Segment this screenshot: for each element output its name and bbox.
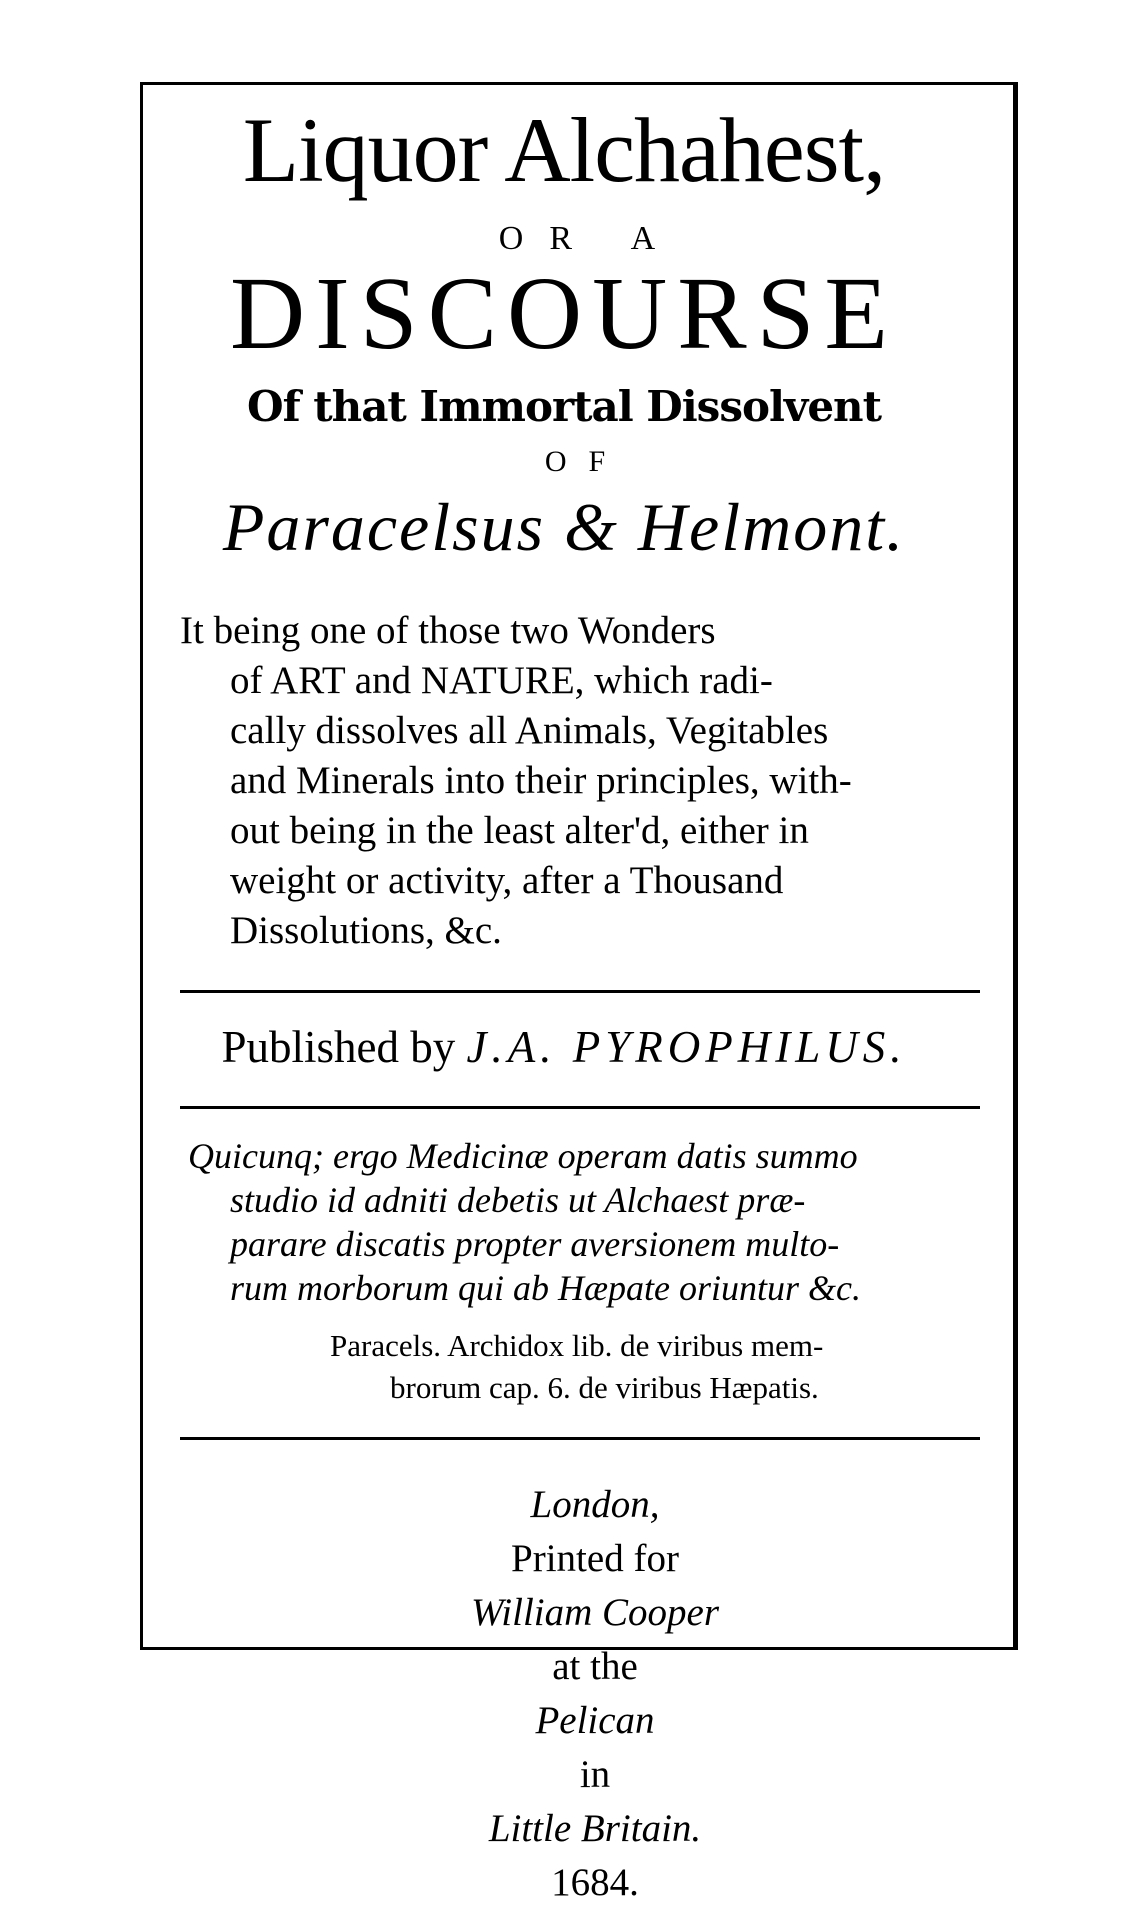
imprint-sign: Pelican bbox=[535, 1699, 655, 1742]
divider-rule bbox=[180, 1106, 980, 1109]
latin-quote bbox=[188, 1134, 988, 1310]
source-line: Paracels. Archidox lib. de viribus mem- bbox=[330, 1328, 824, 1363]
quote-line: rum morborum qui ab Hæpate oriuntur &c. bbox=[230, 1268, 862, 1308]
description-line: cally dissolves all Animals, Vegitables bbox=[230, 709, 829, 752]
quote-line: parare discatis propter aversionem multo- bbox=[230, 1224, 840, 1264]
of-text: OF bbox=[544, 445, 628, 478]
quote-line: Quicunq; ergo Medicinæ operam datis summo bbox=[188, 1136, 858, 1176]
authors-line: Paracelsus & Helmont. bbox=[222, 489, 906, 565]
quote-source bbox=[330, 1325, 1010, 1409]
book-title: Liquor Alchahest, bbox=[242, 99, 886, 201]
imprint-line-2 bbox=[175, 1694, 1015, 1910]
imprint-printed-for: Printed for bbox=[511, 1537, 679, 1580]
imprint-line-1 bbox=[175, 1478, 1015, 1694]
description-line: weight or activity, after a Thousand bbox=[230, 859, 784, 902]
description-line: of ART and NATURE, which radi- bbox=[230, 659, 773, 702]
divider-rule bbox=[180, 1437, 980, 1440]
imprint bbox=[175, 1478, 1015, 1910]
imprint-at: at the bbox=[552, 1645, 638, 1688]
description-line: and Minerals into their principles, with- bbox=[230, 759, 852, 802]
or-a-text: OR A bbox=[498, 220, 682, 257]
imprint-year: 1684. bbox=[551, 1861, 639, 1904]
description-paragraph bbox=[180, 606, 980, 956]
quote-line: studio id adniti debetis ut Alchaest præ- bbox=[230, 1180, 806, 1220]
imprint-in: in bbox=[579, 1753, 611, 1796]
imprint-street: Little Britain. bbox=[488, 1807, 702, 1850]
subject-line: Of that Immortal Dissolvent bbox=[246, 382, 881, 431]
description-line: Dissolutions, &c. bbox=[230, 909, 502, 952]
imprint-printer: William Cooper bbox=[470, 1591, 720, 1634]
source-line: brorum cap. 6. de viribus Hæpatis. bbox=[390, 1370, 819, 1405]
publisher-line bbox=[0, 1022, 1128, 1072]
discourse-heading: DISCOURSE bbox=[230, 256, 898, 371]
imprint-place: London, bbox=[530, 1483, 660, 1526]
divider-rule bbox=[180, 990, 980, 993]
description-line: It being one of those two Wonders bbox=[180, 609, 716, 652]
publisher-name: J.A. PYROPHILUS. bbox=[466, 1022, 907, 1072]
description-line: out being in the least alter'd, either in bbox=[230, 809, 809, 852]
publisher-prefix: Published by bbox=[221, 1022, 456, 1072]
